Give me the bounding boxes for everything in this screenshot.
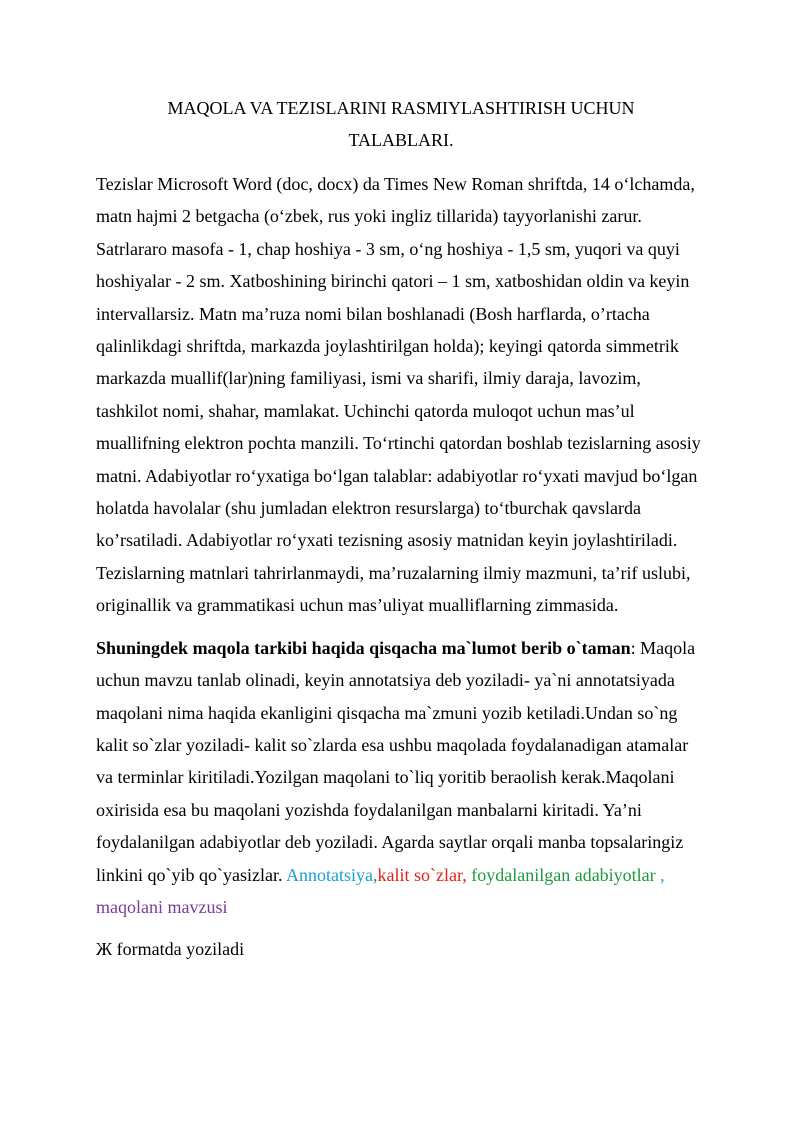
term-comma-1: , — [372, 864, 378, 885]
term-topic: maqolani mavzusi — [96, 896, 228, 917]
requirements-paragraph: Tezislar Microsoft Word (doc, docx) da Times New Roman shriftda, 14 o‘lchamda, matn hajmi 2 betgacha (o‘zbek, rus yoki ingliz tillarida) tayyorlanishi zarur. Satrlararo masofa - 1, chap hoshiya - 3 sm, o‘ng hoshiya - 1,5 sm, yuqori va quyi hoshiyalar - 2 sm. Xatboshining birinchi qatori – 1 sm, xatboshidan oldin va keyin intervallarsiz. Matn ma’ruza nomi bilan boshlanadi (Bosh harflarda, o’rtacha qalinlikdagi shriftda, markazda joylashtirilgan holda); keyingi qatorda simmetrik markazda muallif(lar)ning familiyasi, ismi va sharifi, ilmiy daraja, lavozim, tashkilot nomi, shahar, mamlakat. Uchinchi qatorda muloqot uchun mas’ul muallifning elektron pochta manzili. To‘rtinchi qatordan boshlab tezislarning asosiy matni. Adabiyotlar ro‘yxatiga bo‘lgan talablar: adabiyotlar ro‘yxati mavjud bo‘lgan holatda havolalar (shu jumladan elektron resurslarga) to‘tburchak qavslarda ko’rsatiladi. Adabiyotlar ro‘yxati tezisning asosiy matnidan keyin joylashtiriladi. Tezislarning matnlari tahrirlanmaydi, ma’ruzalarning ilmiy mazmuni, ta’rif uslubi, originallik va grammatikasi uchun mas’uliyat mualliflarning zimmasida. — [96, 174, 701, 616]
document-title — [96, 92, 706, 156]
term-keywords: kalit so`zlar, — [377, 864, 467, 885]
term-comma-2: , — [655, 864, 665, 885]
structure-lead: Shuningdek maqola tarkibi haqida qisqacha ma`lumot berib o`taman — [96, 637, 631, 658]
term-references: foydalanilgan adabiyotlar — [471, 864, 656, 885]
structure-colon: : — [630, 637, 636, 658]
term-annotation: Annotatsiya — [285, 864, 373, 885]
structure-paragraph — [96, 632, 706, 924]
title-line-2: TALABLARI. — [348, 130, 454, 150]
structure-body: Maqola uchun mavzu tanlab olinadi, keyin annotatsiya deb yoziladi- ya`ni annotatsiyada maqolani nima haqida ekanligini qisqacha ma`zmuni yozib ketiladi.Undan so`ng kalit so`zlar yoziladi- kalit so`zlarda esa ushbu maqolada foydalanadigan atamalar va terminlar kiritiladi.Yozilgan maqolani to`liq yoritib beraolish kerak.Maqolani oxirisida esa bu maqolani yozishda foydalanilgan manbalarni kiritadi. Ya’ni foydalanilgan adabiyotlar deb yoziladi. Agarda saytlar orqali manba topsalaringiz linkini qo`yib qo`yasizlar. — [96, 637, 696, 885]
format-note: Ж formatda yoziladi — [96, 939, 245, 960]
document-page — [96, 92, 706, 965]
title-line-1: MAQOLA VA TEZISLARINI RASMIYLASHTIRISH UCHUN — [167, 98, 635, 118]
